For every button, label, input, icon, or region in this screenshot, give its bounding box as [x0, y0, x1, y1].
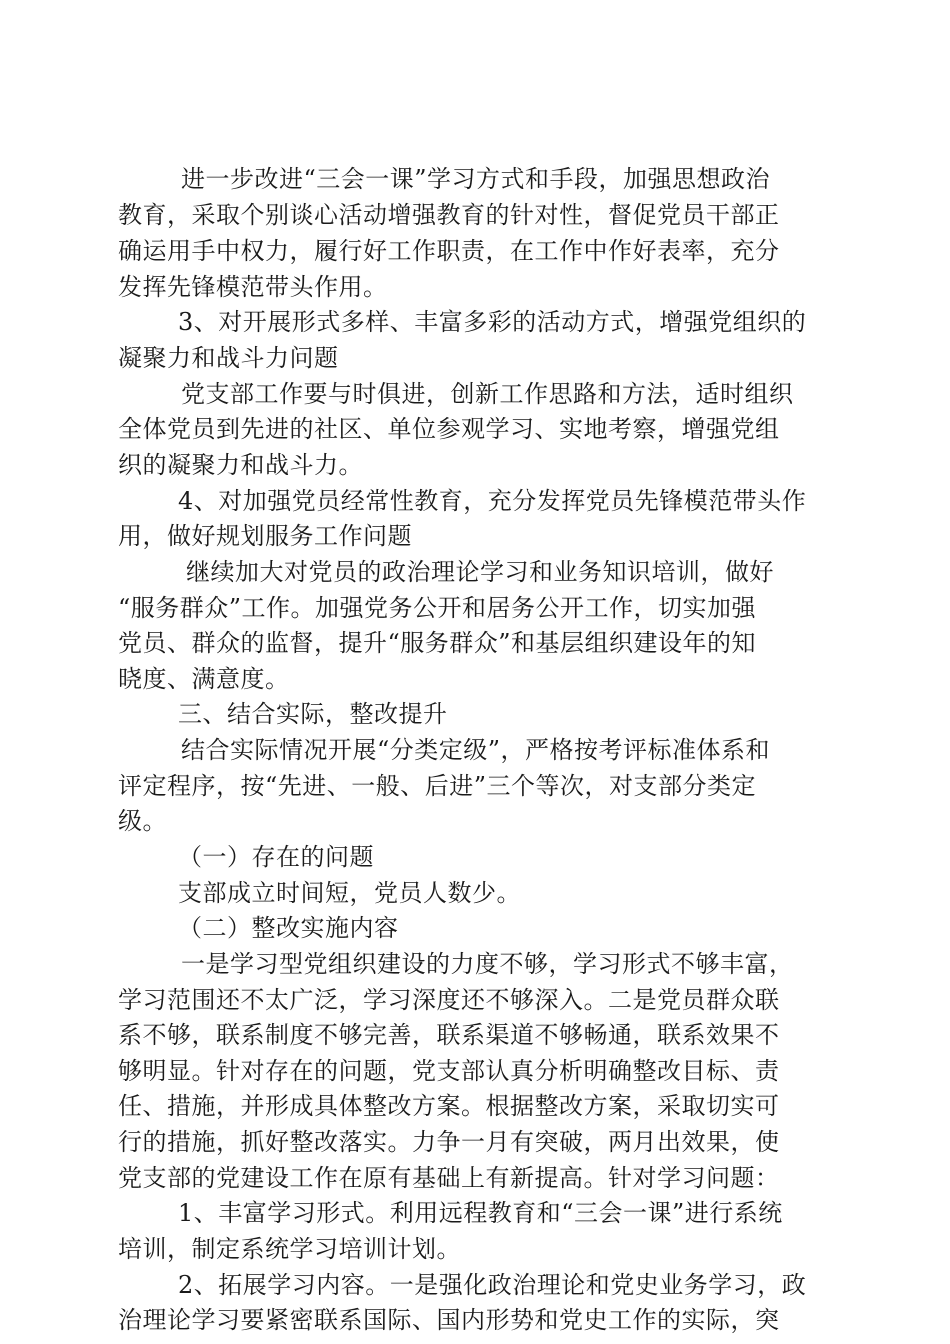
- text-line: 党员、群众的监督，提升“服务群众”和基层组织建设年的知: [118, 629, 757, 657]
- text-line: 继续加大对党员的政治理论学习和业务知识培训，做好: [186, 558, 774, 586]
- text-line: 够明显。针对存在的问题，党支部认真分析明确整改目标、责: [118, 1057, 780, 1085]
- text-line: 凝聚力和战斗力问题: [118, 344, 339, 372]
- section-heading: 三、结合实际，整改提升: [178, 700, 448, 728]
- text-line: 用，做好规划服务工作问题: [118, 522, 412, 550]
- subsection-heading: （一）存在的问题: [178, 843, 374, 871]
- text-line: 全体党员到先进的社区、单位参观学习、实地考察，增强党组: [118, 415, 780, 443]
- text-line: 发挥先锋模范带头作用。: [118, 273, 388, 301]
- text-line: 行的措施，抓好整改落实。力争一月有突破，两月出效果，使: [118, 1128, 780, 1156]
- text-line: 教育，采取个别谈心活动增强教育的针对性，督促党员干部正: [118, 201, 780, 229]
- text-line: 治理论学习要紧密联系国际、国内形势和党史工作的实际，突: [118, 1306, 780, 1334]
- subsection-heading: （二）整改实施内容: [178, 914, 399, 942]
- text-line: 进一步改进“三会一课”学习方式和手段，加强思想政治: [181, 165, 771, 193]
- text-line: 4、对加强党员经常性教育，充分发挥党员先锋模范带头作: [178, 487, 807, 515]
- text-line: 支部成立时间短，党员人数少。: [178, 879, 521, 907]
- text-line: 学习范围还不太广泛，学习深度还不够深入。二是党员群众联: [118, 986, 780, 1014]
- text-line: 党支部的党建设工作在原有基础上有新提高。针对学习问题：: [118, 1164, 780, 1192]
- text-line: 培训，制定系统学习培训计划。: [118, 1235, 461, 1263]
- text-line: 任、措施，并形成具体整改方案。根据整改方案，采取切实可: [118, 1092, 780, 1120]
- text-line: 确运用手中权力，履行好工作职责，在工作中作好表率，充分: [118, 237, 780, 265]
- text-line: 党支部工作要与时俱进，创新工作思路和方法，适时组织: [181, 380, 794, 408]
- text-line: 一是学习型党组织建设的力度不够，学习形式不够丰富，: [181, 950, 794, 978]
- text-line: 1、丰富学习形式。利用远程教育和“三会一课”进行系统: [178, 1199, 783, 1227]
- text-line: 3、对开展形式多样、丰富多彩的活动方式，增强党组织的: [178, 308, 807, 336]
- text-line: 晓度、满意度。: [118, 665, 290, 693]
- text-line: 评定程序，按“先进、一般、后进”三个等次，对支部分类定: [118, 772, 757, 800]
- text-line: 级。: [118, 807, 167, 835]
- text-line: 2、拓展学习内容。一是强化政治理论和党史业务学习，政: [178, 1271, 807, 1299]
- text-line: 系不够，联系制度不够完善，联系渠道不够畅通，联系效果不: [118, 1021, 780, 1049]
- text-line: “服务群众”工作。加强党务公开和居务公开工作，切实加强: [118, 594, 757, 622]
- text-line: 织的凝聚力和战斗力。: [118, 451, 363, 479]
- text-line: 结合实际情况开展“分类定级”，严格按考评标准体系和: [181, 736, 771, 764]
